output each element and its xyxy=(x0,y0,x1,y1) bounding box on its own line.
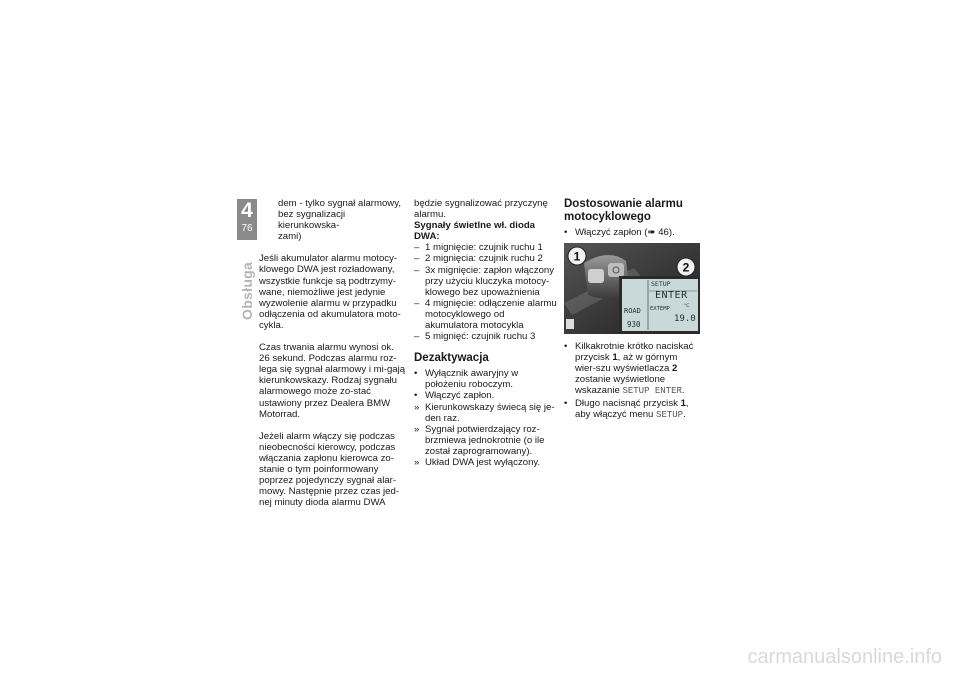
display-ref-2: 2 xyxy=(672,363,678,375)
deactivation-steps xyxy=(414,368,557,468)
continued-line: zami) xyxy=(278,231,302,243)
heading-deactivation: Dezaktywacja xyxy=(414,352,489,365)
lcd-display xyxy=(622,279,698,331)
paragraph-absence: Jeżeli alarm włączy się podczas nieobecności kierowcy, podczas włączania zapłonu kierowca zo-stanie o tym poinformowany poprzez pojedynczy sygnał alar-mowy. Następnie przez czas jed-nej minuty dioda alarmu DWA xyxy=(259,430,400,509)
paragraph-cause: będzie sygnalizować przyczynę alarmu. xyxy=(414,198,548,221)
display-setup-text: SETUP xyxy=(651,280,671,289)
step-item: • Włączyć zapłon (➠ 46). xyxy=(564,227,700,238)
display-code: SETUP xyxy=(656,409,684,420)
handlebar-display-photo xyxy=(564,243,700,334)
list-item: – 4 mignięcie: odłączenie alarmu motocyklowego od akumulatora motocykla xyxy=(414,298,557,331)
text-column-1 xyxy=(259,198,406,519)
continued-line: dem - tylko sygnał alarmowy, xyxy=(278,198,401,209)
callout-2 xyxy=(677,258,695,276)
chapter-number: 4 xyxy=(241,199,253,222)
callout-2-label: 2 xyxy=(682,260,690,275)
step-text: , aż w górnym wier-szu wyświetlacza xyxy=(575,352,678,375)
step-text: zostanie wyświetlone wskazanie xyxy=(575,374,666,397)
button-ref-1: 1 xyxy=(612,352,618,364)
section-title: Obsługa xyxy=(239,261,255,320)
result-item: » Sygnał potwierdzający roz-brzmiewa jednokrotnie (o ile został zaprogramowany). xyxy=(414,424,557,457)
callout-1-label: 1 xyxy=(573,249,581,264)
heading-alarm-settings: Dostosowanie alarmu motocyklowego xyxy=(564,198,683,223)
display-code: SETUP ENTER xyxy=(622,386,682,397)
step-item xyxy=(564,398,700,421)
continued-list-text xyxy=(259,198,406,242)
result-item: » Układ DWA jest wyłączony. xyxy=(414,457,557,468)
display-temp-text: 19.0 xyxy=(674,314,696,325)
display-road-text: ROAD xyxy=(624,307,641,316)
step-text: Długo nacisnąć przycisk xyxy=(575,397,681,409)
display-extemp-text: EXTEMP xyxy=(650,306,670,313)
step-text: . xyxy=(683,408,686,420)
display-unit-text: °C xyxy=(684,304,690,310)
continued-line: bez sygnalizacji kierunkowska- xyxy=(278,209,346,232)
settings-steps xyxy=(564,341,700,421)
text-column-3 xyxy=(564,198,700,421)
list-item: – 1 mignięcie: czujnik ruchu 1 xyxy=(414,242,557,253)
subheading-led-signals: Sygnały świetlne wł. dioda DWA: xyxy=(414,220,536,243)
list-item: – 2 mignięcia: czujnik ruchu 2 xyxy=(414,253,557,264)
chapter-tab xyxy=(237,199,257,240)
button-1 xyxy=(588,269,604,283)
list-item: – 5 mignięć: czujnik ruchu 3 xyxy=(414,331,557,342)
settings-step-1 xyxy=(564,227,700,238)
result-item: » Kierunkowskazy świecą się je-den raz. xyxy=(414,402,557,424)
display-odo-text: 930 xyxy=(627,320,641,330)
page-number: 76 xyxy=(241,223,253,234)
step-item: • Wyłącznik awaryjny w położeniu roboczym. xyxy=(414,368,557,390)
step-text: Kilkakrotnie krótko naciskać przycisk xyxy=(575,341,694,364)
display-enter-text: ENTER xyxy=(655,290,688,302)
button-ref-1: 1 xyxy=(680,397,686,409)
paragraph-battery: Jeśli akumulator alarmu motocy-klowego DWA jest rozładowany, wszystkie funkcje są podtrzymy-wane, niemożliwe jest jedynie wyzwolenie alarmu w przypadku odłączenia od akumulatora moto-cykla. xyxy=(259,253,401,331)
watermark: carmanualsonline.info xyxy=(747,646,942,668)
paragraph-duration: Czas trwania alarmu wynosi ok. 26 sekund. Podczas alarmu roz-lega się sygnał alarmowy i mi-gają kierunkowskazy. Rodzaj sygnału alarmowego może zo-stać ustawiony przez Dealera BMW Motorrad. xyxy=(259,342,406,420)
step-text: , aby włączyć menu xyxy=(575,397,689,420)
led-signal-list xyxy=(414,242,557,342)
step-item: • Włączyć zapłon. xyxy=(414,390,557,401)
step-text: . xyxy=(681,385,685,397)
list-item: – 3x mignięcie: zapłon włączony przy użyciu kluczyka motocy-klowego bez upoważnienia xyxy=(414,265,557,298)
callout-1 xyxy=(568,247,586,265)
text-column-2 xyxy=(414,198,557,468)
step-item xyxy=(564,341,700,397)
